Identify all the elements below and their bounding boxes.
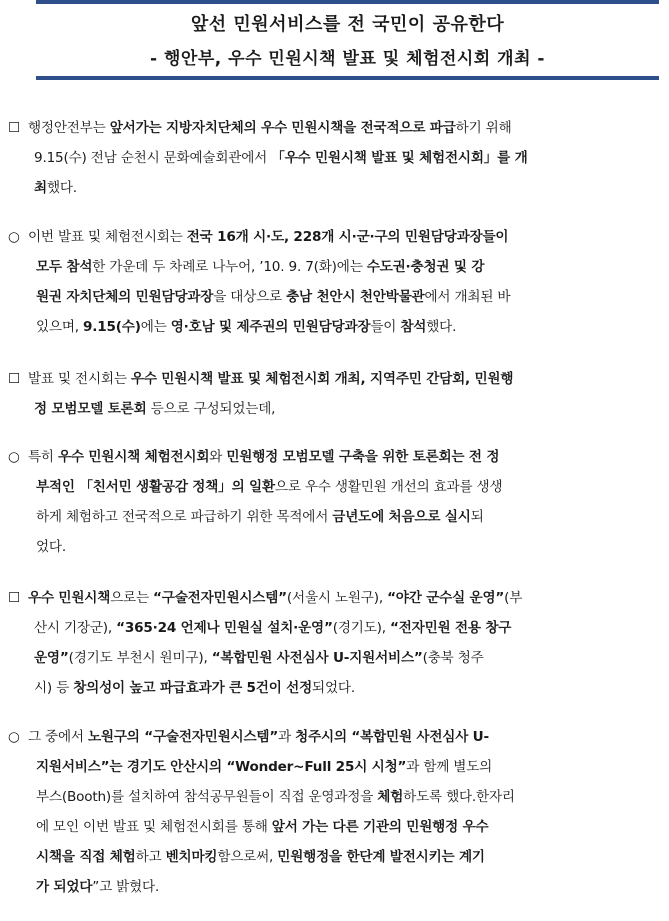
circle-bullet-icon: ○ xyxy=(8,449,20,465)
paragraph-line: ○ 이번 발표 및 체험전시회는 전국 16개 시·도, 228개 시·군·구의 민원담당과장들이 xyxy=(8,222,658,252)
paragraph-line: 시) 등 창의성이 높고 파급효과가 큰 5건이 선정되었다. xyxy=(34,680,355,696)
square-bullet-icon: ☐ xyxy=(8,120,20,136)
paragraph-line: 9.15(수) 전남 순천시 문화예술회관에서 「우수 민원시책 발표 및 체험전시회」를 개 xyxy=(34,150,528,166)
paragraph-line: 하게 체험하고 전국적으로 파급하기 위한 목적에서 금년도에 처음으로 실시되 xyxy=(36,509,484,525)
paragraph-2 xyxy=(8,222,658,342)
paragraph-1 xyxy=(8,113,658,203)
paragraph-4 xyxy=(8,442,658,562)
paragraph-line: 에 모인 이번 발표 및 체험전시회를 통해 앞서 가는 다른 기관의 민원행정 우수 xyxy=(36,819,489,835)
paragraph-5 xyxy=(8,583,658,703)
document-title: 앞선 민원서비스를 전 국민이 공유한다 xyxy=(190,14,505,35)
circle-bullet-icon: ○ xyxy=(8,729,20,745)
paragraph-line: 운영”(경기도 부천시 원미구), “복합민원 사전심사 U-지원서비스”(충북 청주 xyxy=(34,650,484,666)
paragraph-line: ○ 그 중에서 노원구의 “구술전자민원시스템”과 청주시의 “복합민원 사전심사 U- xyxy=(8,722,658,752)
paragraph-line: ☐ 행정안전부는 앞서가는 지방자치단체의 우수 민원시책을 전국적으로 파급하기 위해 xyxy=(8,113,658,143)
paragraph-line: 지원서비스”는 경기도 안산시의 “Wonder~Full 25시 시청”과 함께 별도의 xyxy=(36,759,493,775)
paragraph-line: ☐ 발표 및 전시회는 우수 민원시책 발표 및 체험전시회 개최, 지역주민 간담회, 민원행 xyxy=(8,364,658,394)
square-bullet-icon: ☐ xyxy=(8,590,20,606)
paragraph-line: ☐ 우수 민원시책으로는 “구술전자민원시스템”(서울시 노원구), “야간 군수실 운영”(부 xyxy=(8,583,658,613)
paragraph-line: 모두 참석한 가운데 두 차례로 나누어, ’10. 9. 7(화)에는 수도권·충청권 및 강 xyxy=(36,259,485,275)
paragraph-line: 었다. xyxy=(36,539,66,555)
circle-bullet-icon: ○ xyxy=(8,229,20,245)
paragraph-6 xyxy=(8,722,658,902)
paragraph-line: 부스(Booth)를 설치하여 참석공무원들이 직접 운영과정을 체험하도록 했다.한자리 xyxy=(36,789,515,805)
paragraph-line: 부적인 「친서민 생활공감 정책」의 일환으로 우수 생활민원 개선의 효과를 생생 xyxy=(36,479,503,495)
document-header xyxy=(36,0,659,80)
document-subtitle: - 행안부, 우수 민원시책 발표 및 체험전시회 개최 - xyxy=(150,49,545,69)
paragraph-line: 원권 자치단체의 민원담당과장을 대상으로 충남 천안시 천안박물관에서 개최된 바 xyxy=(36,289,511,305)
paragraph-line: 최했다. xyxy=(34,180,77,196)
paragraph-line: ○ 특히 우수 민원시책 체험전시회와 민원행정 모범모델 구축을 위한 토론회는 전 정 xyxy=(8,442,658,472)
paragraph-line: 가 되었다”고 밝혔다. xyxy=(36,879,160,895)
paragraph-line: 산시 기장군), “365·24 언제나 민원실 설치·운영”(경기도), “전자민원 전용 창구 xyxy=(34,620,512,636)
square-bullet-icon: ☐ xyxy=(8,371,20,387)
paragraph-line: 시책을 직접 체험하고 벤치마킹함으로써, 민원행정을 한단계 발전시키는 계기 xyxy=(36,849,485,865)
paragraph-line: 있으며, 9.15(수)에는 영·호남 및 제주권의 민원담당과장들이 참석했다. xyxy=(36,319,457,335)
paragraph-3 xyxy=(8,364,658,424)
paragraph-line: 정 모범모델 토론회 등으로 구성되었는데, xyxy=(34,401,276,417)
